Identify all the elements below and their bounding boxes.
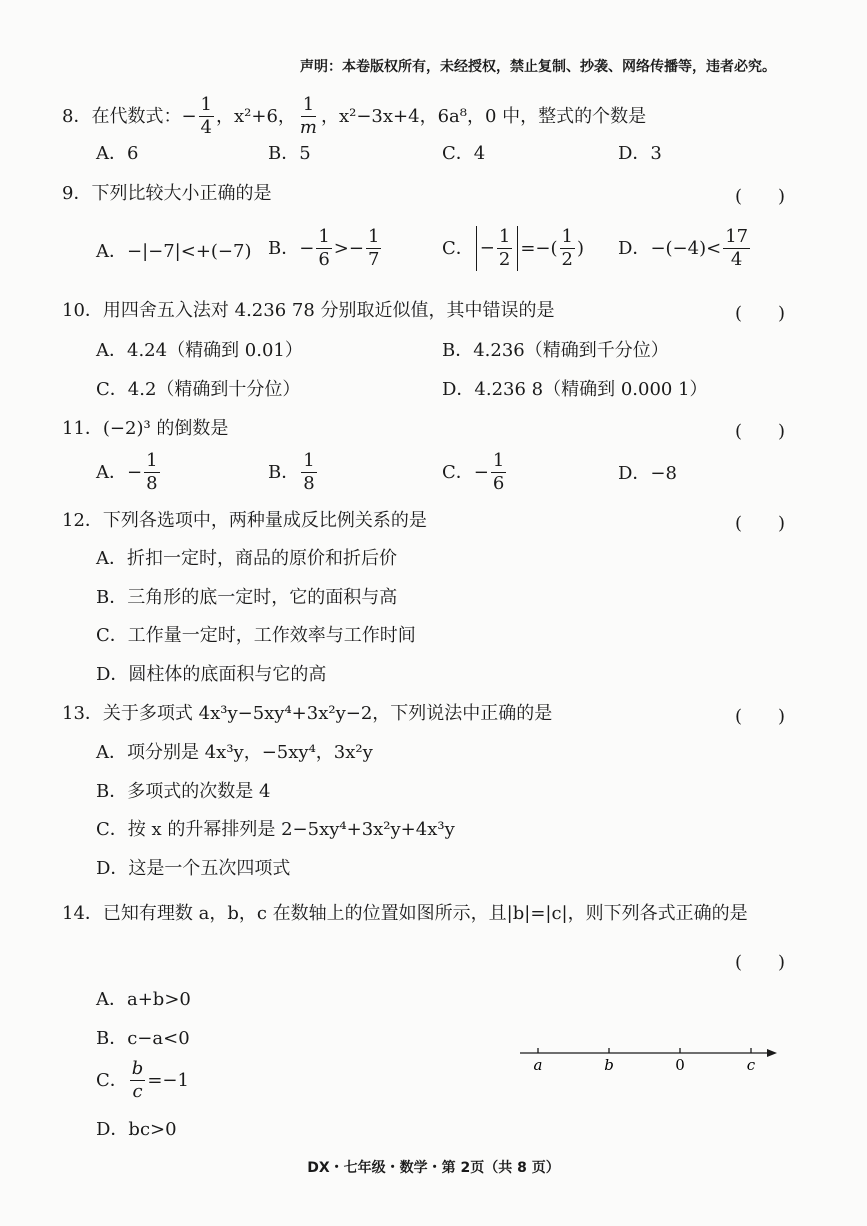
q14-option-d[interactable]: D．bc>0	[96, 1119, 177, 1140]
q12-option-c[interactable]: C．工作量一定时，工作效率与工作时间	[96, 625, 416, 646]
question-8-stem	[62, 94, 646, 139]
question-10-number: 10．	[62, 300, 103, 321]
question-12-stem: 12．下列各选项中，两种量成反比例关系的是	[62, 510, 427, 531]
q14-option-a[interactable]: A．a+b>0	[96, 989, 191, 1010]
question-10-stem: 10．用四舍五入法对 4.236 78 分别取近似值，其中错误的是	[62, 300, 555, 321]
label-c: c	[746, 1056, 756, 1074]
label-a: a	[533, 1056, 543, 1074]
q10-option-b[interactable]: B．4.236（精确到千分位）	[442, 340, 669, 361]
q13-option-a[interactable]: A．项分别是 4x³y，−5xy⁴，3x²y	[96, 742, 373, 763]
q9-option-c[interactable]: C． − $\frac{1}{2}$ =−( $\frac{1}{2}$ )	[442, 226, 584, 270]
q9-option-a[interactable]: A．−|−7|<+(−7)	[96, 241, 252, 262]
question-14-stem: 14．已知有理数 a，b，c 在数轴上的位置如图所示，且|b|=|c|，则下列各式正确的是	[62, 903, 748, 924]
q8-fraction-2: $\frac{1}{m}$	[299, 94, 317, 138]
number-line-figure	[515, 1040, 785, 1080]
q11-option-c[interactable]: C． − $\frac{1}{6}$	[442, 450, 505, 494]
question-11-stem: 11．(−2)³ 的倒数是	[62, 418, 229, 439]
q9-option-d[interactable]: D． −(−4)< $\frac{17}{4}$	[618, 226, 749, 270]
q10-answer-paren[interactable]: ( )	[735, 303, 786, 324]
q11-option-b[interactable]: B． $\frac{1}{8}$	[268, 450, 315, 494]
question-11-number: 11．	[62, 418, 103, 439]
question-13-number: 13．	[62, 703, 103, 724]
question-8-number: 8．	[62, 105, 92, 127]
q12-option-a[interactable]: A．折扣一定时，商品的原价和折后价	[96, 548, 397, 569]
q10-option-a[interactable]: A．4.24（精确到 0.01）	[96, 340, 303, 361]
q11-answer-paren[interactable]: ( )	[735, 421, 786, 442]
q12-option-b[interactable]: B．三角形的底一定时，它的面积与高	[96, 587, 398, 608]
q8-fraction-1: $\frac{1}{4}$	[200, 94, 212, 138]
number-line-arrow	[767, 1049, 777, 1057]
q8-option-c[interactable]: C．4	[442, 143, 486, 164]
q11-option-d[interactable]: D．−8	[618, 463, 677, 484]
question-8-lead: 在代数式：	[91, 105, 182, 127]
question-14-number: 14．	[62, 903, 103, 924]
q8-option-b[interactable]: B．5	[268, 143, 311, 164]
q8-option-d[interactable]: D．3	[618, 143, 662, 164]
q10-option-c[interactable]: C．4.2（精确到十分位）	[96, 379, 301, 400]
q11-option-a[interactable]: A． − $\frac{1}{8}$	[96, 450, 158, 494]
q8-frac1-sign: −	[181, 105, 197, 127]
label-b: b	[604, 1056, 614, 1074]
q13-option-d[interactable]: D．这是一个五次四项式	[96, 858, 291, 879]
q12-option-d[interactable]: D．圆柱体的底面积与它的高	[96, 664, 327, 685]
q13-option-c[interactable]: C．按 x 的升幂排列是 2−5xy⁴+3x²y+4x³y	[96, 819, 455, 840]
q14-option-c[interactable]: C． $\frac{b}{c}$ =−1	[96, 1058, 189, 1102]
question-13-stem: 13．关于多项式 4x³y−5xy⁴+3x²y−2，下列说法中正确的是	[62, 703, 553, 724]
label-0: 0	[675, 1056, 685, 1074]
q14-option-b[interactable]: B．c−a<0	[96, 1028, 190, 1049]
q9-answer-paren[interactable]: ( )	[735, 186, 786, 207]
q8-option-a[interactable]: A．6	[96, 143, 139, 164]
q12-answer-paren[interactable]: ( )	[735, 513, 786, 534]
question-9-stem: 9．下列比较大小正确的是	[62, 183, 272, 204]
page-footer: DX・七年级・数学・第 2页（共 8 页）	[307, 1160, 560, 1176]
q10-option-d[interactable]: D．4.236 8（精确到 0.000 1）	[442, 379, 708, 400]
q8-text-2: ，x²−3x+4，6a⁸，0 中，整式的个数是	[320, 105, 647, 127]
question-12-number: 12．	[62, 510, 103, 531]
q9-option-b[interactable]: B． − $\frac{1}{6}$ >− $\frac{1}{7}$	[268, 226, 380, 270]
q14-answer-paren[interactable]: ( )	[735, 952, 786, 973]
q8-text-1: ，x²+6，	[216, 105, 296, 127]
copyright-notice: 声明：本卷版权所有，未经授权，禁止复制、抄袭、网络传播等，违者必究。	[300, 59, 776, 75]
q13-option-b[interactable]: B．多项式的次数是 4	[96, 781, 271, 802]
question-9-number: 9．	[62, 183, 92, 204]
q13-answer-paren[interactable]: ( )	[735, 706, 786, 727]
